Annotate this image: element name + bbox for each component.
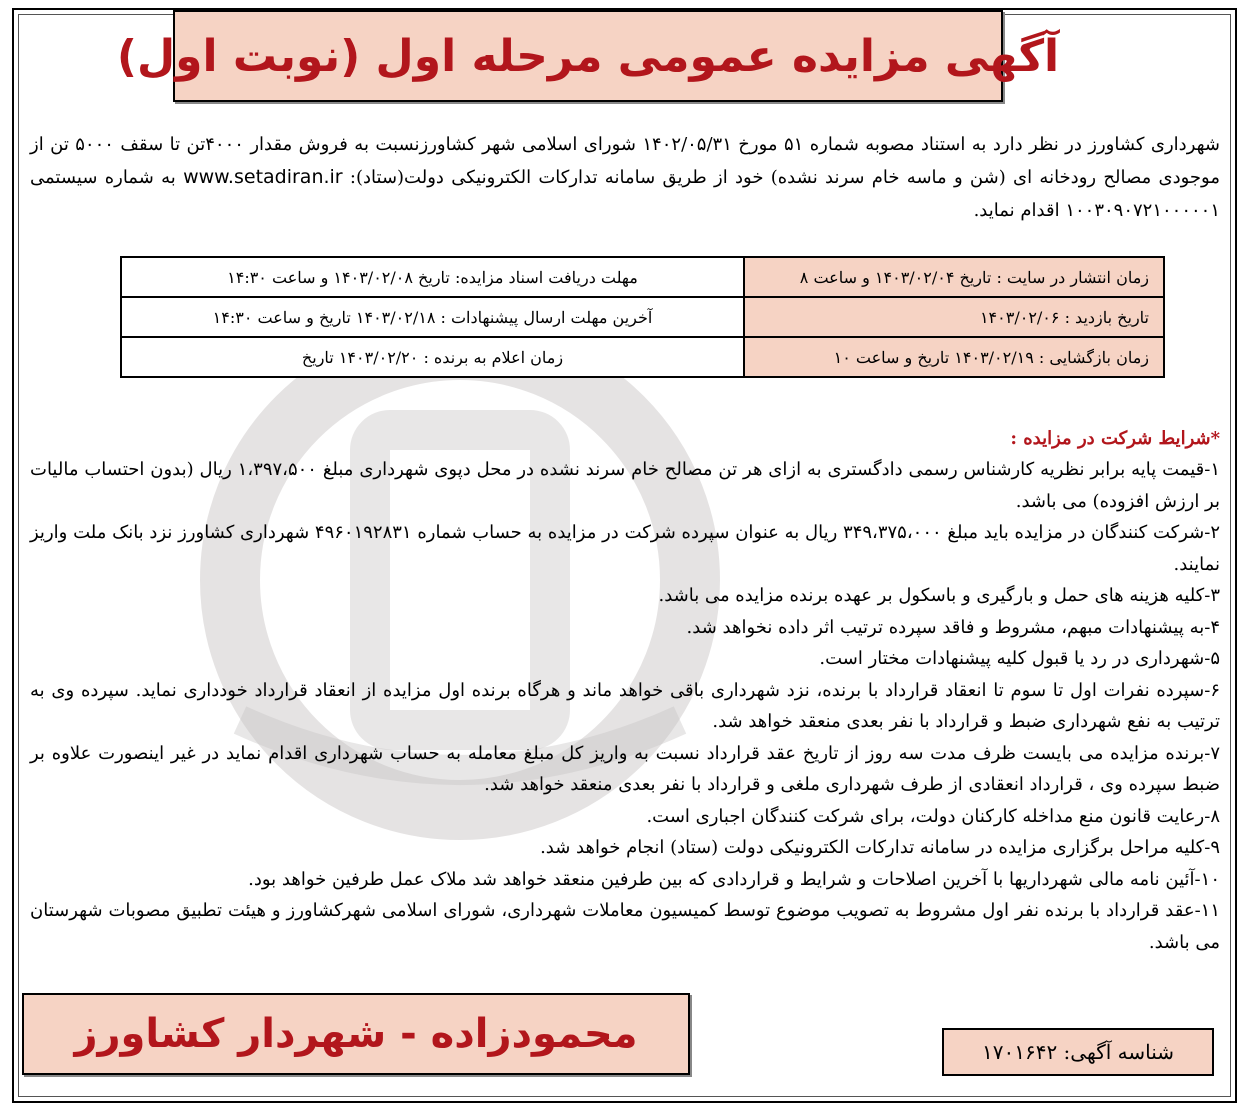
title-banner — [116, 10, 1060, 102]
schedule-cell: آخرین مهلت ارسال پیشنهادات : ۱۴۰۳/۰۲/۱۸ تاریخ و ساعت ۱۴:۳۰ — [121, 297, 744, 337]
condition-item: ۷-برنده مزایده می بایست ظرف مدت سه روز از تاریخ عقد قرارداد نسبت به واریز کل مبلغ معامله به حساب شهرداری اقدام نماید در غیر اینصورت علاوه بر ضبط سپرده وی ، قرارداد انعقادی از طرف شهرداری ملغی و قرارداد با نفر بعدی منعقد خواهد شد. — [30, 742, 1220, 795]
signature: محمودزاده - شهردار کشاورز — [74, 1011, 638, 1057]
signature-banner — [22, 993, 690, 1075]
schedule-cell: مهلت دریافت اسناد مزایده: تاریخ ۱۴۰۳/۰۲/۰۸ و ساعت ۱۴:۳۰ — [121, 257, 744, 297]
setad-url: www.setadiran.ir — [183, 166, 343, 188]
ad-id-box — [942, 1028, 1214, 1076]
condition-item: ۹-کلیه مراحل برگزاری مزایده در سامانه تدارکات الکترونیکی دولت (ستاد) انجام خواهد شد. — [540, 837, 1220, 858]
condition-item: ۵-شهرداری در رد یا قبول کلیه پیشنهادات مختار است. — [819, 648, 1220, 669]
conditions-section — [30, 424, 1220, 958]
condition-item: ۸-رعایت قانون منع مداخله کارکنان دولت، برای شرکت کنندگان اجباری است. — [646, 805, 1220, 827]
condition-item: ۱۱-عقد قرارداد با برنده نفر اول مشروط به تصویب موضوع توسط کمیسیون معاملات شهرداری، شورای اسلامی شهرکشاورز و هیئت تطبیق مصوبات شهرستان می باشد. — [30, 900, 1220, 953]
condition-item: ۴-به پیشنهادات مبهم، مشروط و فاقد سپرده ترتیب اثر داده نخواهد شد. — [686, 616, 1220, 638]
condition-item: ۱۰-آئین نامه مالی شهرداریها با آخرین اصلاحات و شرایط و قراردادی که بین طرفین منعقد خواهد شد ملاک عمل طرفین خواهد بود. — [248, 868, 1220, 890]
schedule-cell: زمان اعلام به برنده : ۱۴۰۳/۰۲/۲۰ تاریخ — [121, 337, 744, 377]
schedule-cell: تاریخ بازدید : ۱۴۰۳/۰۲/۰۶ — [744, 297, 1164, 337]
schedule-cell: زمان انتشار در سایت : تاریخ ۱۴۰۳/۰۲/۰۴ و ساعت ۸ — [744, 257, 1164, 297]
condition-item: ۳-کلیه هزینه های حمل و بارگیری و باسکول بر عهده برنده مزایده می باشد. — [658, 585, 1220, 606]
page-title: آگهی مزایده عمومی مرحله اول (نوبت اول) — [116, 30, 1060, 82]
conditions-header: *شرایط شرکت در مزایده : — [1010, 428, 1220, 449]
condition-item: ۶-سپرده نفرات اول تا سوم تا انعقاد قرارداد با برنده، نزد شهرداری باقی خواهد ماند و هرگاه برنده اول مزایده از انعقاد قرارداد خودداری نماید. سپرده وی به ترتیب به نفع شهرداری ضبط و قرارداد با نفر بعدی منعقد خواهد شد. — [30, 679, 1220, 732]
condition-item: ۲-شرکت کنندگان در مزایده باید مبلغ ۳۴۹،۳۷۵،۰۰۰ ریال به عنوان سپرده شرکت در مزایده به حساب شماره ۴۹۶۰۱۹۲۸۳۱ شهرداری کشاورز نزد بانک ملت واریز نمایند. — [30, 522, 1221, 575]
schedule-table — [120, 256, 1165, 378]
table-row — [121, 337, 1164, 377]
intro-text-end: به شماره سیستمی ۱۰۰۳۰۹۰۷۲۱۰۰۰۰۰۱ اقدام نماید. — [30, 167, 1220, 221]
ad-id: شناسه آگهی: ۱۷۰۱۶۴۲ — [982, 1040, 1174, 1064]
schedule-cell: زمان بازگشایی : ۱۴۰۳/۰۲/۱۹ تاریخ و ساعت ۱۰ — [744, 337, 1164, 377]
intro-text: شهرداری کشاورز در نظر دارد به استناد مصوبه شماره ۵۱ مورخ ۱۴۰۲/۰۵/۳۱ شورای اسلامی شهر کشاورزنسبت به فروش مقدار ۴۰۰۰تن تا سقف ۵۰۰۰ تن از موجودی مصالح رودخانه ای (شن و ماسه خام سرند نشده) خود از طریق سامانه تدارکات الکترونیکی دولت(ستاد): — [30, 134, 1221, 188]
intro-paragraph — [30, 128, 1220, 227]
table-row — [121, 257, 1164, 297]
table-row — [121, 297, 1164, 337]
condition-item: ۱-قیمت پایه برابر نظریه کارشناس رسمی دادگستری به ازای هر تن مصالح خام سرند نشده در محل دپوی شهرداری مبلغ ۱،۳۹۷،۵۰۰ ریال (بدون احتساب مالیات بر ارزش افزوده) می باشد. — [30, 459, 1220, 512]
